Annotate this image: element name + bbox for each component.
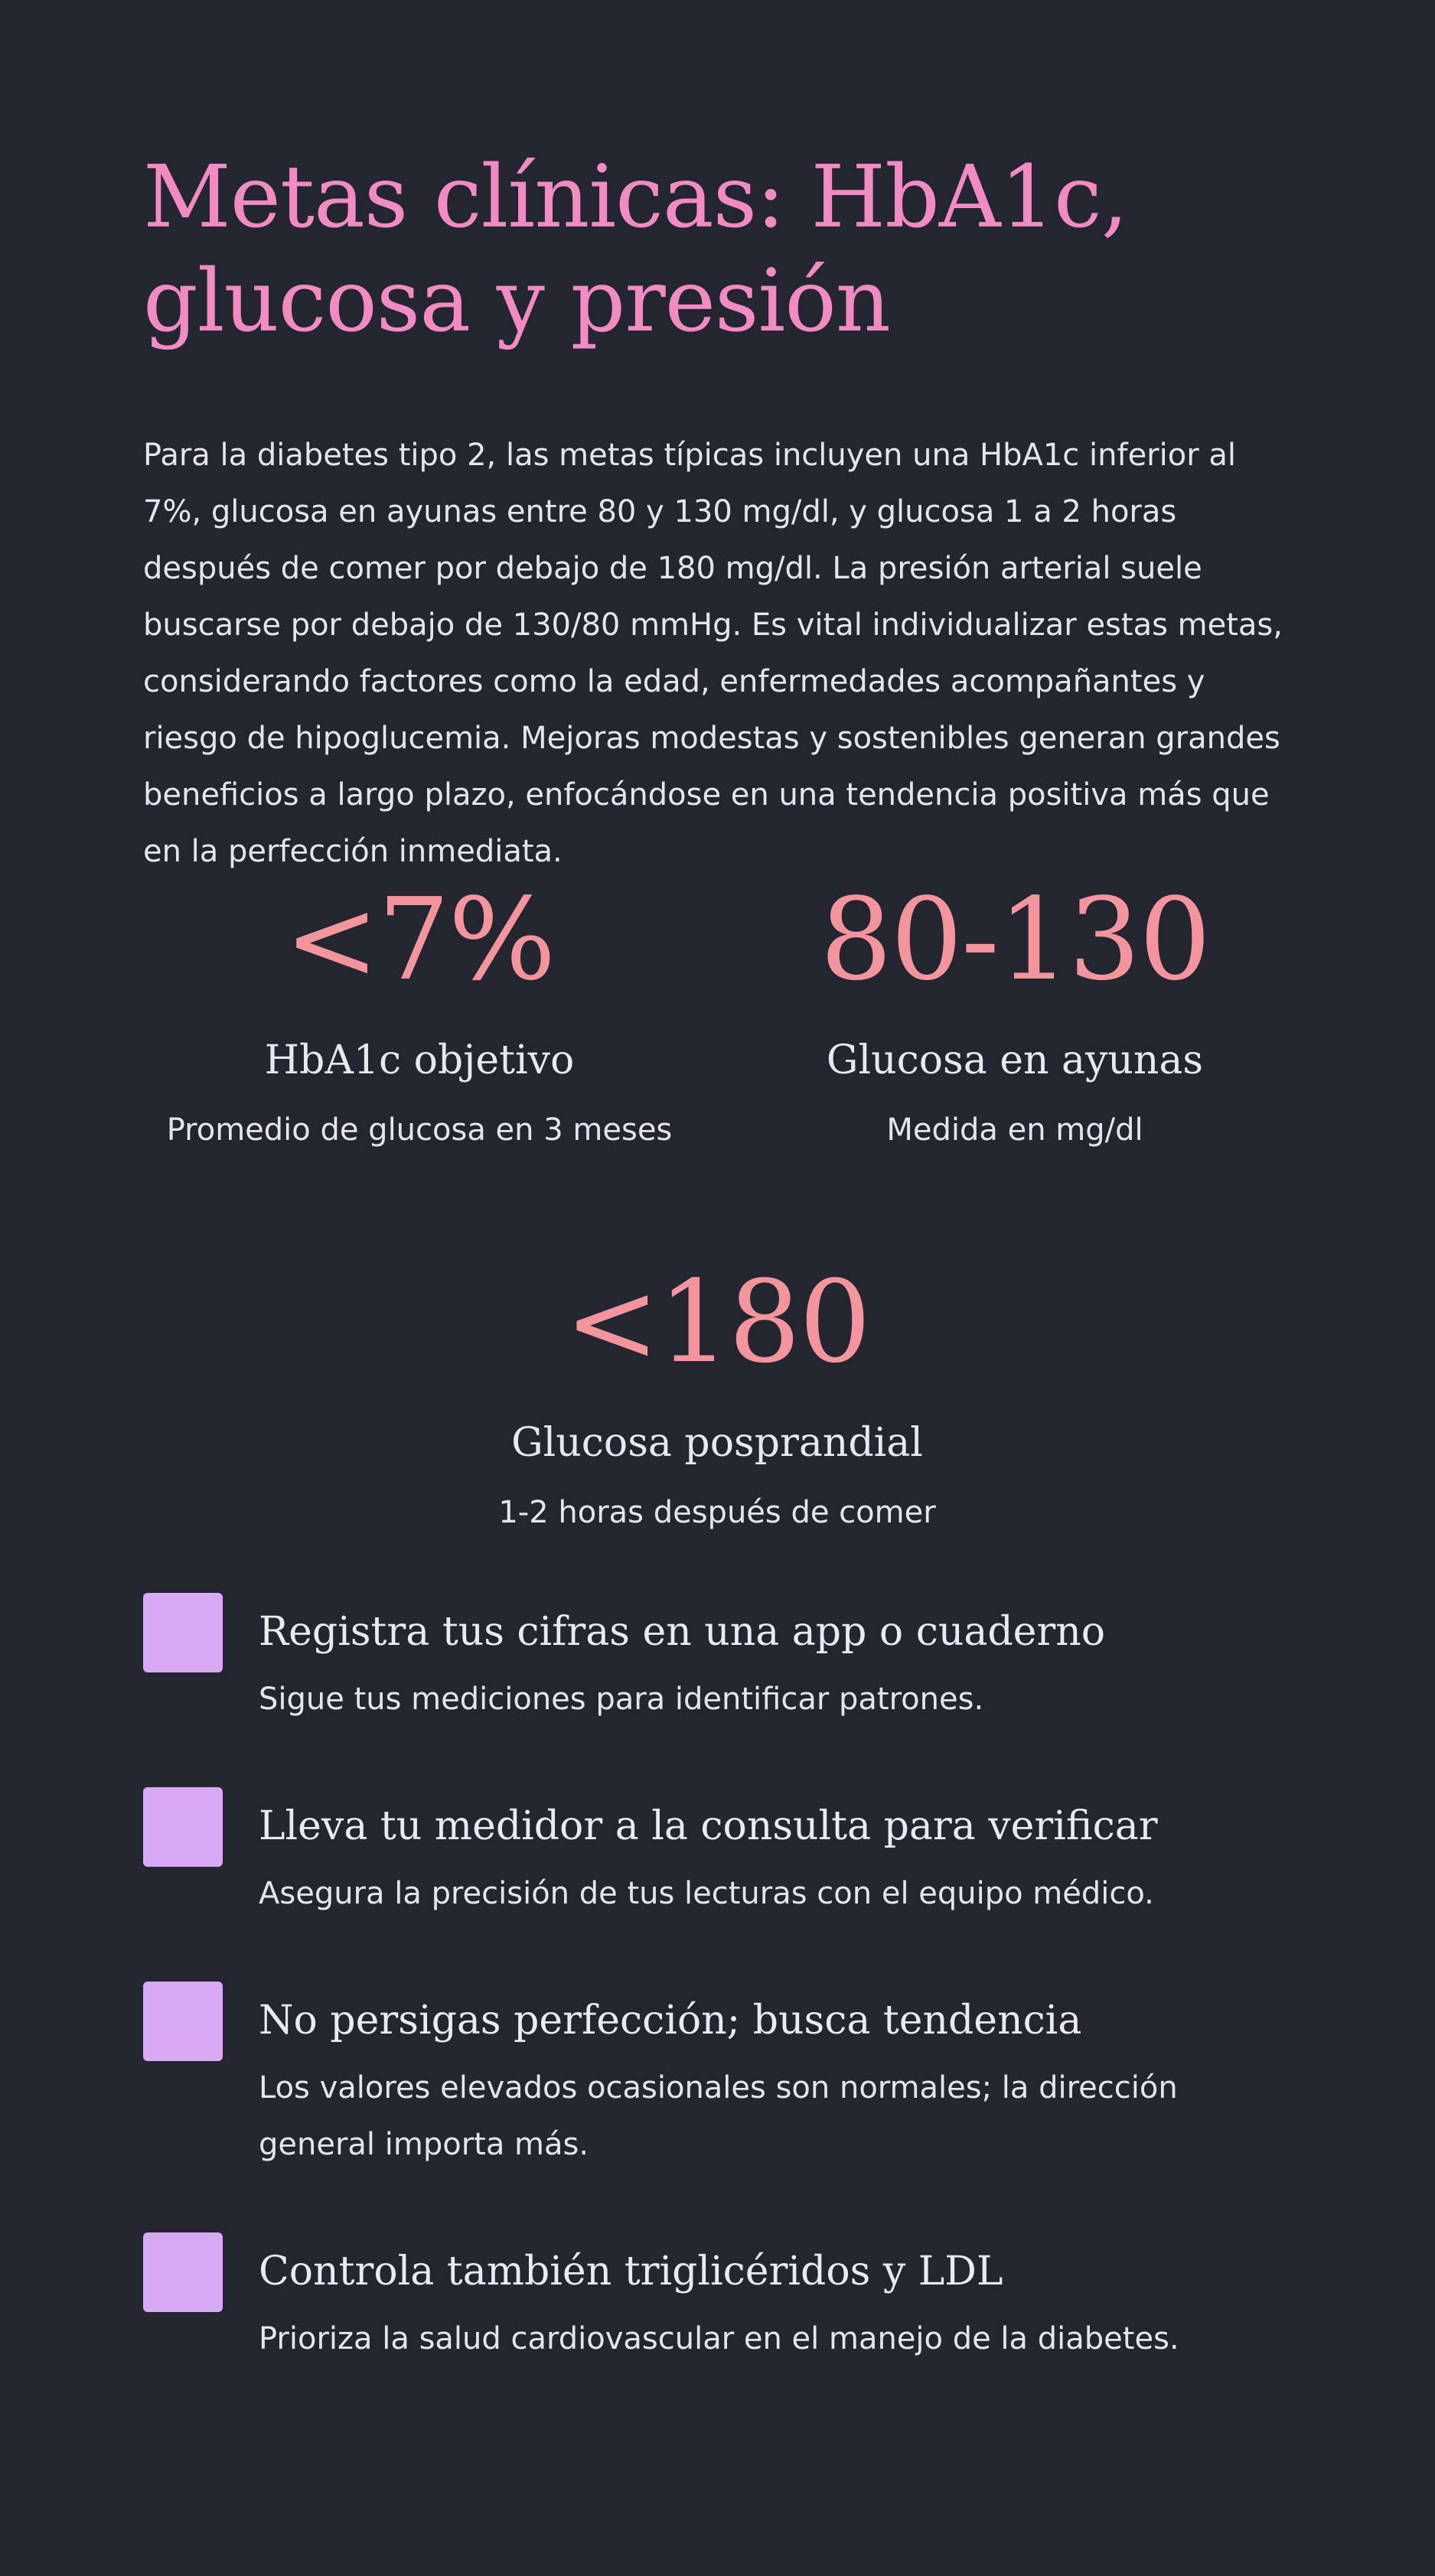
checklist-item — [143, 1591, 1291, 1728]
stat-fasting-glucose — [739, 874, 1291, 1153]
stat-postprandial-glucose — [441, 1257, 993, 1536]
checkbox[interactable] — [143, 1982, 223, 2061]
checklist-item — [143, 1786, 1291, 1922]
checklist-item-text: Los valores elevados ocasionales son normales; la dirección general importa más. — [259, 2070, 1178, 2162]
stat-label: Glucosa posprandial — [511, 1420, 923, 1466]
stat-subtext: 1-2 horas después de comer — [498, 1495, 936, 1530]
checklist-item-text: Prioriza la salud cardiovascular en el manejo de la diabetes. — [259, 2321, 1179, 2356]
stat-value: <7% — [284, 874, 555, 1005]
stat-label: HbA1c objetivo — [264, 1037, 575, 1083]
checklist-item — [143, 1980, 1291, 2173]
page-title-line-2: glucosa y presión — [143, 252, 890, 351]
checklist-item-title: Lleva tu medidor a la consulta para verificar — [259, 1803, 1158, 1849]
tips-checklist — [143, 1591, 1291, 2425]
checklist-item — [143, 2231, 1291, 2367]
stat-subtext: Promedio de glucosa en 3 meses — [166, 1112, 673, 1148]
stat-label: Glucosa en ayunas — [826, 1037, 1204, 1083]
stat-hba1c — [143, 874, 696, 1153]
stat-subtext: Medida en mg/dl — [886, 1112, 1143, 1148]
checklist-item-text: Asegura la precisión de tus lecturas con el equipo médico. — [259, 1876, 1154, 1911]
checkbox[interactable] — [143, 1787, 223, 1867]
page-content — [143, 145, 1291, 2356]
stat-value: <180 — [564, 1256, 870, 1388]
page-title — [143, 145, 1291, 353]
checklist-item-title: No persigas perfección; busca tendencia — [259, 1998, 1082, 2044]
checklist-item-title: Registra tus cifras en una app o cuaderno — [259, 1609, 1106, 1655]
stat-value: 80-130 — [820, 874, 1210, 1005]
page-title-line-1: Metas clínicas: HbA1c, — [143, 148, 1128, 247]
checklist-item-title: Controla también triglicéridos y LDL — [259, 2249, 1003, 2294]
checkbox[interactable] — [143, 1593, 223, 1672]
checklist-item-text: Sigue tus mediciones para identificar patrones. — [259, 1682, 984, 1717]
intro-paragraph: Para la diabetes tipo 2, las metas típicas incluyen una HbA1c inferior al 7%, glucosa en ayunas entre 80 y 130 mg/dl, y glucosa 1 a 2 horas después de comer por debajo de 180 mg/dl. La presión arterial suele buscarse por debajo de 130/80 mmHg. Es vital individualizar estas metas, considerando factores como la edad, enfermedades acompañantes y riesgo de hipoglucemia. Mejoras modestas y sostenibles generan grandes beneficios a largo plazo, enfocándose en una tendencia positiva más que en la perfección inmediata. — [143, 438, 1283, 869]
checkbox[interactable] — [143, 2232, 223, 2312]
stats-section — [143, 874, 1291, 1530]
